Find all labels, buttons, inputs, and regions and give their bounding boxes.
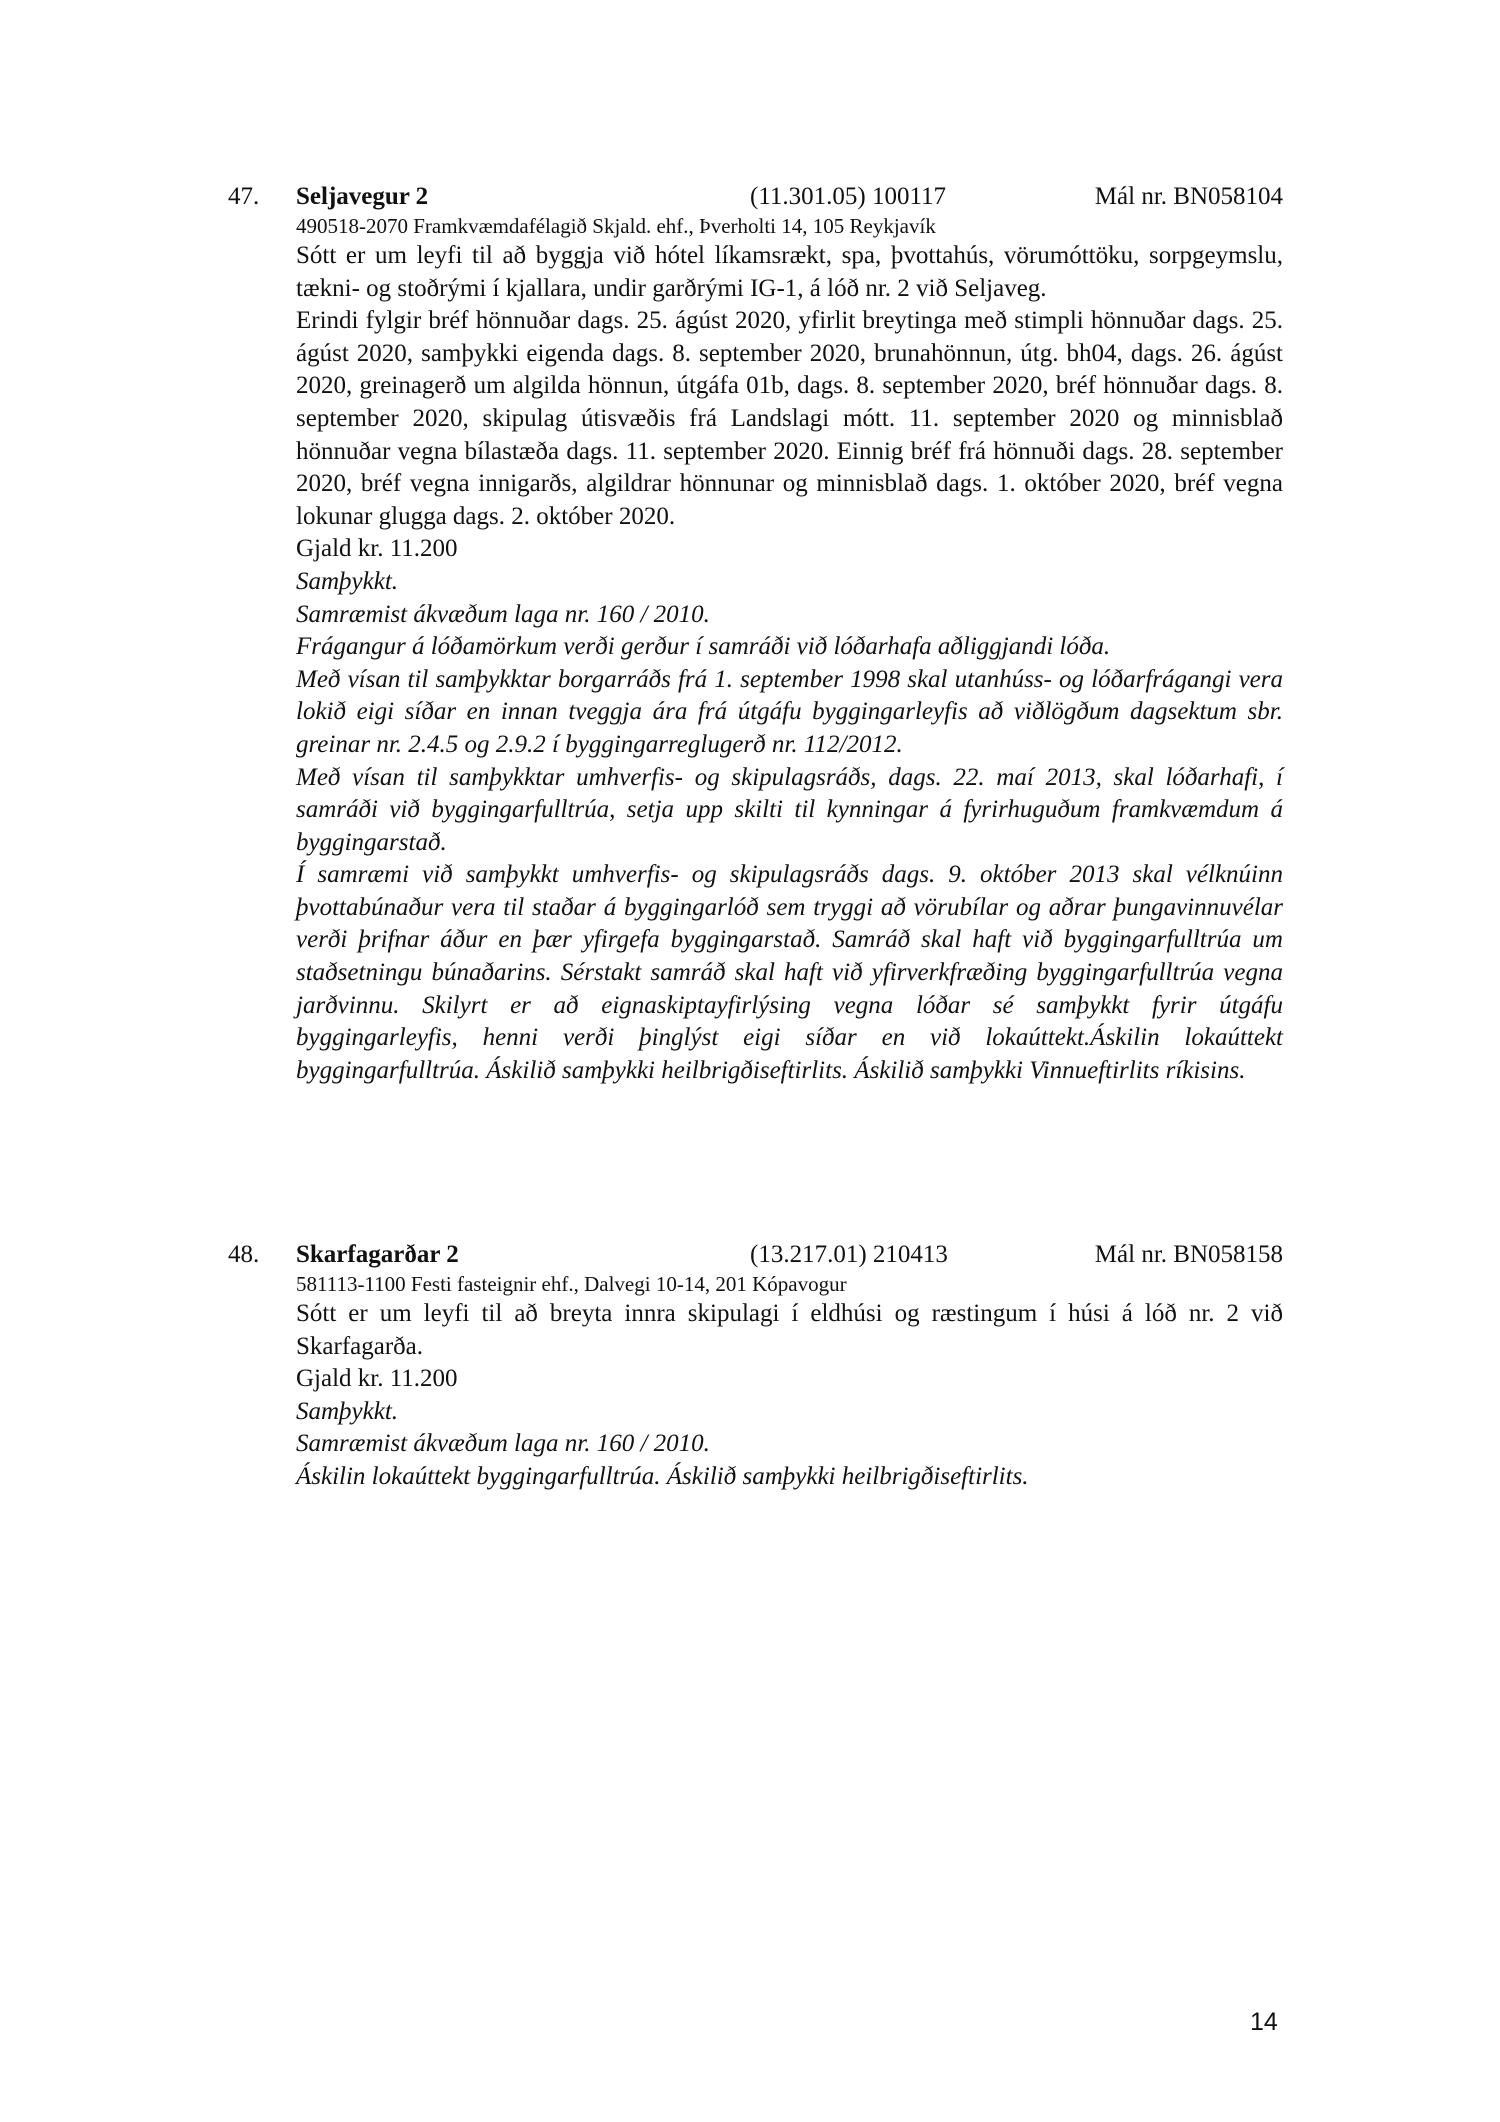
applicant: 581113-1100 Festi fasteignir ehf., Dalvegi 10-14, 201 Kópavogur [296,1272,847,1296]
boundary-note: Frágangur á lóðamörkum verði gerður í samráði við lóðarhafa aðliggjandi lóða. [296,633,1111,661]
law-compliance: Samræmist ákvæðum laga nr. 160 / 2010. [296,1430,710,1458]
fee: Gjald kr. 11.200 [296,535,458,563]
law-compliance: Samræmist ákvæðum laga nr. 160 / 2010. [296,600,710,628]
conditions-note: Áskilin lokaúttekt byggingarfulltrúa. Áskilið samþykki heilbrigðiseftirlits. [296,1462,1029,1490]
decision: Samþykkt. [296,1397,399,1425]
item-body [296,1272,1283,1494]
property-reference: (11.301.05) 100117 [750,183,947,210]
washing-note: Í samræmi við samþykkt umhverfis- og skipulagsráðs dags. 9. október 2013 skal vélknúinn þvottabúnaður vera til staðar á byggingarlóð sem tryggi að vörubílar og aðrar þungavinnuvélar verði þrifnar áður en þær yfirgefa byggingarstað. Samráð skal haft við byggingarfulltrúa um staðsetningu búnaðarins. Sérstakt samráð skal haft við yfirverkfræðing byggingarfulltrúa vegna jarðvinnu. Skilyrt er að eignaskiptayfirlýsing vegna lóðar sé samþykkt fyrir útgáfu byggingarleyfis, henni verði þinglýst eigi síðar en við lokaúttekt.Áskilin lokaúttekt byggingarfulltrúa. Áskilið samþykki heilbrigðiseftirlits. Áskilið samþykki Vinnueftirlits ríkisins. [296,861,1283,1084]
completion-note: Með vísan til samþykktar borgarráðs frá 1. september 1998 skal utanhúss- og lóðarfrágangi vera lokið eigi síðar en innan tveggja ára frá útgáfu byggingarleyfis að viðlögðum dagsektum sbr. greinar nr. 2.4.5 og 2.9.2 í byggingarreglugerð nr. 112/2012. [296,665,1283,758]
agenda-item-47 [228,180,1283,1087]
item-number: 48. [228,1241,260,1268]
signs-note: Með vísan til samþykktar umhverfis- og skipulagsráðs, dags. 22. maí 2013, skal lóðarhafi, í samráði við byggingarfulltrúa, setja upp skilti til kynningar á fyrirhuguðum framkvæmdum á byggingarstað. [296,763,1283,856]
item-number: 47. [228,183,260,210]
property-reference: (13.217.01) 210413 [750,1241,948,1268]
item-header [228,1238,1283,1272]
page-number: 14 [1250,2008,1278,2036]
fee: Gjald kr. 11.200 [296,1365,458,1393]
decision: Samþykkt. [296,567,399,595]
item-title: Skarfagarðar 2 [296,1241,459,1268]
applicant: 490518-2070 Framkvæmdafélagið Skjald. ehf., Þverholti 14, 105 Reykjavík [296,214,936,238]
item-title: Seljavegur 2 [296,183,429,210]
agenda-item-48 [228,1238,1283,1494]
case-number: Mál nr. BN058158 [1094,1241,1283,1268]
description: Sótt er um leyfi til að byggja við hótel líkamsrækt, spa, þvottahús, vörumóttöku, sorpgeymslu, tækni- og stoðrými í kjallara, undir garðrými IG-1, á lóð nr. 2 við Seljaveg. [296,242,1283,302]
description: Sótt er um leyfi til að breyta innra skipulagi í eldhúsi og ræstingum í húsi á lóð nr. 2 við Skarfagarða. [296,1300,1283,1360]
item-header [228,180,1283,214]
attachments: Erindi fylgir bréf hönnuðar dags. 25. ágúst 2020, yfirlit breytinga með stimpli hönnuðar dags. 25. ágúst 2020, samþykki eigenda dags. 8. september 2020, brunahönnun, útg. bh04, dags. 26. ágúst 2020, greinagerð um algilda hönnun, útgáfa 01b, dags. 8. september 2020, bréf hönnuðar dags. 8. september 2020, skipulag útisvæðis frá Landslagi mótt. 11. september 2020 og minnisblað hönnuðar vegna bílastæða dags. 11. september 2020. Einnig bréf frá hönnuði dags. 28. september 2020, bréf vegna innigarðs, algildrar hönnunar og minnisblað dags. 1. október 2020, bréf vegna lokunar glugga dags. 2. október 2020. [296,307,1283,530]
case-number: Mál nr. BN058104 [1094,183,1283,210]
item-body [296,214,1283,1087]
